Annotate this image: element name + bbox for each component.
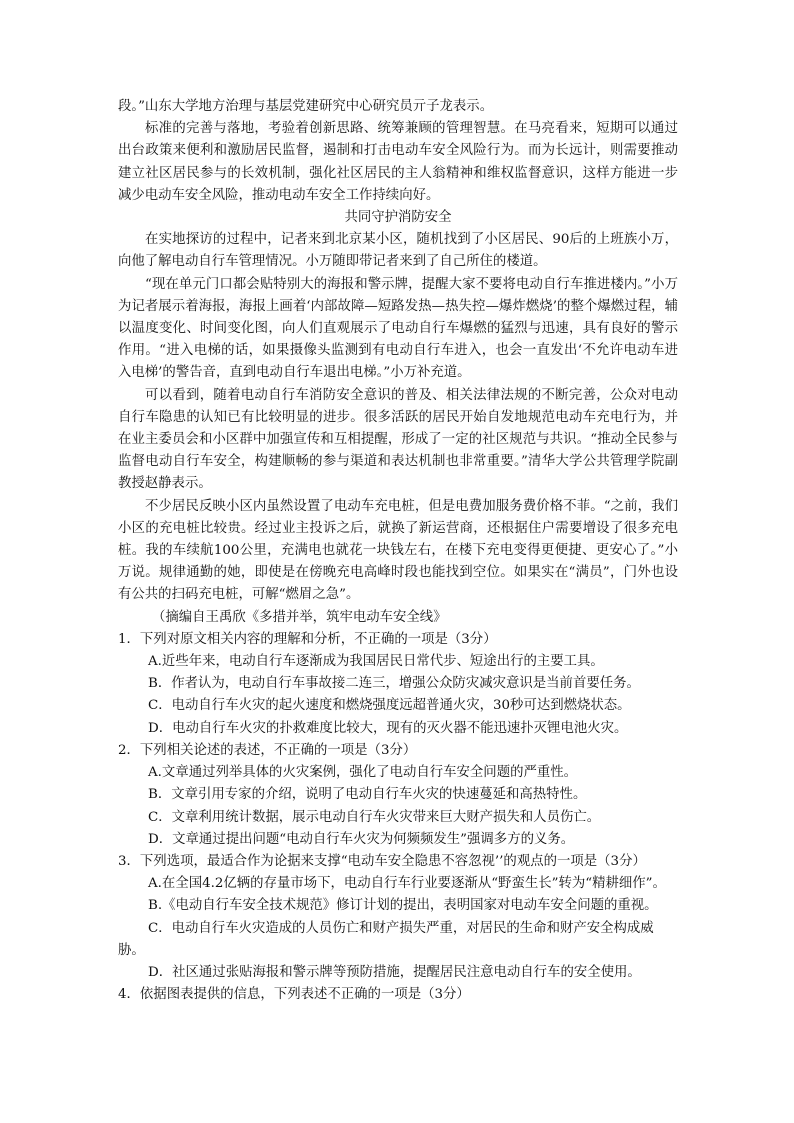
question-2-option-c: C．文章利用统计数据，展示电动自行车火灾带来巨大财产损失和人员伤亡。 bbox=[148, 809, 601, 825]
section-heading: 共同守护消防安全 bbox=[344, 210, 452, 226]
question-3-stem: 3．下列选项，最适合作为论据来支撑“电动车安全隐患不容忽视’’的观点的一项是（3分） bbox=[118, 853, 646, 869]
paragraph-field-visit: 在实地探访的过程中，记者来到北京某小区，随机找到了小区居民、90后的上班族小万，向他了解电动自行车管理情况。小万随即带记者来到了自己所住的楼道。 bbox=[118, 232, 678, 270]
question-2-stem: 2．下列相关论述的表述，不正确的一项是（3分） bbox=[118, 742, 417, 758]
question-1-stem: 1．下列对原文相关内容的理解和分析，不正确的一项是（3分） bbox=[118, 631, 497, 647]
paragraph-standards: 标准的完善与落地，考验着创新思路、统筹兼顾的管理智慧。在马亮看来，短期可以通过出台政策来便利和激励居民监督，遏制和打击电动车安全风险行为。而为长远计，则需要推动建立社区居民参与的长效机制，强化社区居民的主人翁精神和维权监督意识，这样方能进一步减少电动车安全风险，推动电动车安全工作持续向好。 bbox=[118, 121, 678, 203]
question-2-option-a: A.文章通过列举具体的火灾案例，强化了电动自行车安全问题的严重性。 bbox=[148, 765, 578, 781]
question-3-option-c: C．电动自行车火灾造成的人员伤亡和财产损失严重，对居民的生命和财产安全构成威胁。 bbox=[118, 920, 654, 958]
question-1-option-d: D．电动自行车火灾的扑救难度比较大，现有的灭火器不能迅速扑灭锂电池火灾。 bbox=[148, 720, 628, 736]
question-1-option-c: C．电动自行车火灾的起火速度和燃烧强度远超普通火灾，30秒可达到燃烧状态。 bbox=[148, 698, 631, 714]
question-1-option-a: A.近些年来，电动自行车逐渐成为我国居民日常代步、短途出行的主要工具。 bbox=[148, 654, 604, 670]
question-2-option-b: B．文章引用专家的介绍，说明了电动自行车火灾的快速蔓延和高热特性。 bbox=[148, 787, 587, 803]
paragraph-charging: 不少居民反映小区内虽然设置了电动车充电桩，但是电费加服务费价格不菲。“之前，我们小区的充电桩比较贵。经过业主投诉之后，就换了新运营商，还根据住户需要增设了很多充电桩。我的车续航100公里，充满电也就花一块钱左右，在楼下充电变得更便捷、更安心了。”小万说。规律通勤的她，即使是在傍晚充电高峰时段也能找到空位。如果实在“满员”，门外也设有公共的扫码充电桩，可解“燃眉之急”。 bbox=[118, 498, 678, 603]
document-page bbox=[118, 96, 678, 1006]
question-3-option-d: D．社区通过张贴海报和警示牌等预防措施，提醒居民注意电动自行车的安全使用。 bbox=[148, 964, 641, 980]
question-3-option-a: A.在全国4.2亿辆的存量市场下，电动自行车行业要逐渐从“野蛮生长”转为“精耕细作”。 bbox=[148, 876, 666, 892]
question-3-option-b: B.《电动自行车安全技术规范》修订计划的提出，表明国家对电动车安全问题的重视。 bbox=[148, 898, 658, 914]
paragraph-awareness: 可以看到，随着电动自行车消防安全意识的普及、相关法律法规的不断完善，公众对电动自行车隐患的认知已有比较明显的进步。很多活跃的居民开始自发地规范电动车充电行为，并在业主委员会和小区群中加强宣传和互相提醒，形成了一定的社区规范与共识。“推动全民参与监督电动自行车安全，构建顺畅的参与渠道和表达机制也非常重要。”清华大学公共管理学院副教授赵静表示。 bbox=[118, 387, 678, 492]
paragraph-continued: 段。”山东大学地方治理与基层党建研究中心研究员亓子龙表示。 bbox=[118, 99, 494, 114]
question-2-option-d: D．文章通过提出问题“电动自行车火灾为何频频发生”强调多方的义务。 bbox=[148, 831, 575, 847]
paragraph-poster: “现在单元门口都会贴特别大的海报和警示牌，提醒大家不要将电动自行车推进楼内。”小万为记者展示着海报，海报上画着‘内部故障—短路发热—热失控—爆炸燃烧’的整个爆燃过程，辅以温度变化、时间变化图，向人们直观展示了电动自行车爆燃的猛烈与迅速，具有良好的警示作用。“进入电梯的话，如果摄像头监测到有电动自行车进入，也会一直发出‘不允许电动车进入电梯’的警告音，直到电动自行车退出电梯。”小万补充道。 bbox=[118, 276, 678, 381]
question-4-stem: 4．依据图表提供的信息，下列表述不正确的一项是（3分） bbox=[118, 987, 470, 1003]
source-citation: （摘编自王禹欣《多措并举，筑牢电动车安全线》 bbox=[152, 609, 447, 625]
question-1-option-b: B．作者认为，电动自行车事故接二连三，增强公众防灾减灾意识是当前首要任务。 bbox=[148, 676, 640, 692]
